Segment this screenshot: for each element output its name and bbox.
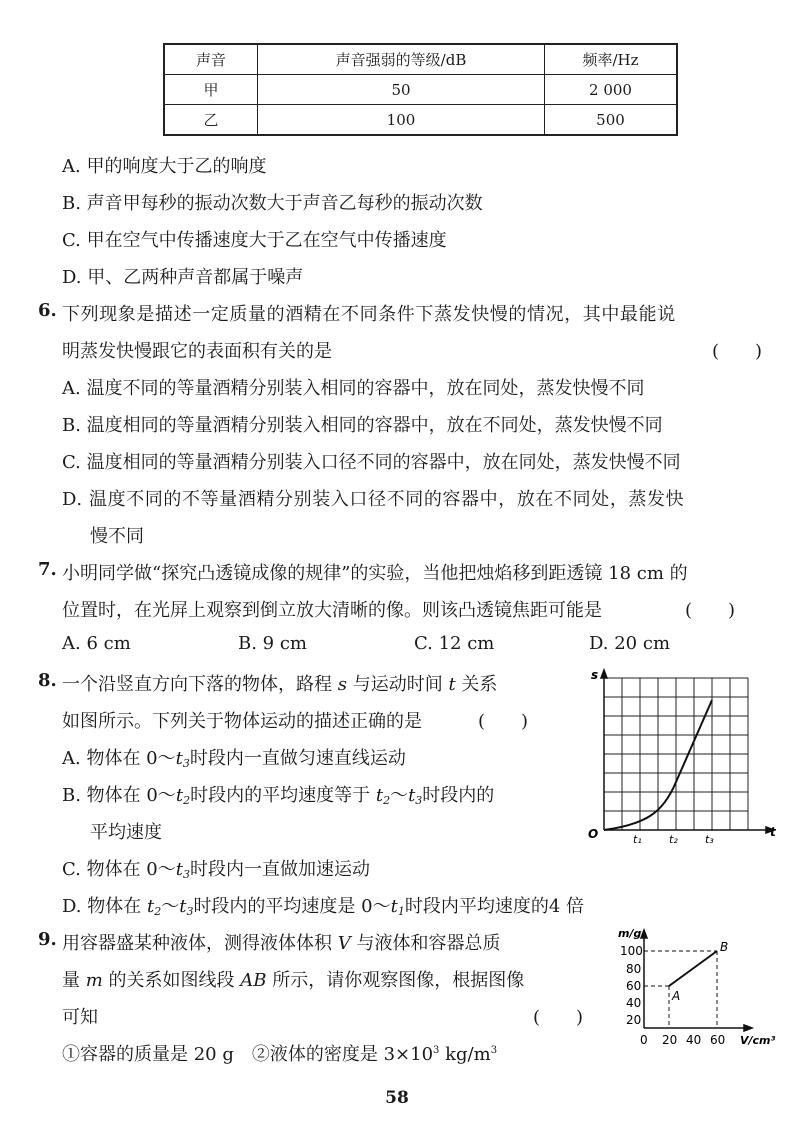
q7-option-c: C. 12 cm bbox=[414, 633, 495, 654]
q9-xtick: 0 bbox=[640, 1033, 648, 1047]
q7-option-a: A. 6 cm bbox=[62, 633, 131, 654]
q6-option-a: A. 温度不同的等量酒精分别装入相同的容器中，放在同处，蒸发快慢不同 bbox=[62, 378, 645, 399]
q8-stem-text: 与运动时间 bbox=[346, 674, 449, 695]
option-text: 时段内的平均速度是 0～ bbox=[193, 896, 391, 917]
q8-stem-line2: 如图所示。下列关于物体运动的描述正确的是 bbox=[62, 711, 422, 732]
q6-option-d-cont: 慢不同 bbox=[90, 526, 144, 547]
var-t: t bbox=[390, 896, 398, 917]
q9-stem-line2 bbox=[62, 966, 524, 992]
q8-stem-line1 bbox=[62, 670, 497, 696]
superscript: 3 bbox=[490, 1045, 498, 1056]
subscript: 3 bbox=[415, 794, 423, 807]
q7-answer-paren: ( ) bbox=[685, 600, 736, 621]
q9-answer-paren: ( ) bbox=[533, 1007, 584, 1028]
q6-stem-line1: 下列现象是描述一定质量的酒精在不同条件下蒸发快慢的情况，其中最能说 bbox=[62, 304, 676, 325]
q9-stem-text: 的关系如图线段 bbox=[102, 970, 241, 991]
subscript: 3 bbox=[182, 757, 190, 770]
q8-st-graph bbox=[584, 668, 782, 850]
table-header-row bbox=[164, 44, 677, 75]
q9-xtick: 20 bbox=[662, 1033, 678, 1047]
q5-option-b: B. 声音甲每秒的振动次数大于声音乙每秒的振动次数 bbox=[62, 193, 483, 214]
option-text: 时段内一直做加速运动 bbox=[189, 859, 370, 880]
var-t: t bbox=[146, 896, 155, 917]
var-t: t bbox=[175, 859, 183, 880]
q9-xtick: 60 bbox=[710, 1033, 726, 1047]
var-m: m bbox=[85, 970, 103, 991]
q5-option-d: D. 甲、乙两种声音都属于噪声 bbox=[62, 267, 304, 288]
q9-number: 9. bbox=[38, 929, 57, 950]
var-t: t bbox=[375, 785, 384, 806]
var-V: V bbox=[337, 933, 351, 954]
subscript: 3 bbox=[182, 868, 190, 881]
q7-option-b: B. 9 cm bbox=[238, 633, 307, 654]
q8-option-d bbox=[62, 892, 584, 918]
q9-ytick: 40 bbox=[626, 996, 642, 1010]
table-cell: 500 bbox=[545, 105, 678, 136]
q7-stem-line1: 小明同学做“探究凸透镜成像的规律”的实验，当他把烛焰移到距透镜 18 cm 的 bbox=[62, 563, 688, 584]
subscript: 2 bbox=[383, 794, 391, 807]
q9-ytick: 60 bbox=[626, 979, 642, 993]
q9-stem-text: 所示，请你观察图像，根据图像 bbox=[266, 970, 525, 991]
option-text: 时段内一直做匀速直线运动 bbox=[189, 748, 406, 769]
q9-xtick: 40 bbox=[686, 1033, 702, 1047]
q7-stem-line2: 位置时，在光屏上观察到倒立放大清晰的像。则该凸透镜焦距可能是 bbox=[62, 600, 602, 621]
table-cell: 甲 bbox=[164, 75, 258, 105]
table-header-cell: 频率/Hz bbox=[545, 44, 678, 75]
q8-grid bbox=[604, 678, 748, 830]
option-text: 时段内的 bbox=[422, 785, 495, 806]
var-t: t bbox=[175, 748, 183, 769]
q6-option-d: D. 温度不同的不等量酒精分别装入口径不同的容器中，放在不同处，蒸发快 bbox=[62, 489, 685, 510]
q9-segment-AB bbox=[669, 951, 717, 986]
q8-axis-s: s bbox=[591, 668, 599, 682]
q8-tick-t2: t₂ bbox=[669, 833, 678, 846]
q5-option-a: A. 甲的响度大于乙的响度 bbox=[62, 156, 267, 177]
table-cell: 乙 bbox=[164, 105, 258, 136]
q6-option-c: C. 温度相同的等量酒精分别装入口径不同的容器中，放在同处，蒸发快慢不同 bbox=[62, 452, 681, 473]
q9-statement-text: kg/m bbox=[439, 1044, 491, 1065]
subscript: 2 bbox=[154, 905, 162, 918]
q9-statements bbox=[62, 1040, 497, 1066]
option-text: 时段内的平均速度等于 bbox=[190, 785, 376, 806]
q8-stem-text: 一个沿竖直方向下落的物体，路程 bbox=[62, 674, 338, 695]
option-text: D. 物体在 bbox=[62, 896, 147, 917]
q9-mv-graph bbox=[612, 926, 790, 1056]
q8-option-c bbox=[62, 855, 370, 881]
option-text: 时段内平均速度的4 倍 bbox=[404, 896, 585, 917]
q9-ytick: 100 bbox=[620, 944, 643, 958]
q8-option-b-cont: 平均速度 bbox=[90, 822, 162, 843]
q9-stem-line3: 可知 bbox=[62, 1007, 98, 1028]
q9-ytick: 20 bbox=[626, 1013, 642, 1027]
q7-number: 7. bbox=[38, 559, 57, 580]
q7-option-d: D. 20 cm bbox=[589, 633, 671, 654]
q8-tick-t1: t₁ bbox=[633, 833, 642, 846]
table-cell: 50 bbox=[258, 75, 545, 105]
table-header-cell: 声音 bbox=[164, 44, 258, 75]
q6-stem-line2: 明蒸发快慢跟它的表面积有关的是 bbox=[62, 341, 332, 362]
q9-stem-text: 量 bbox=[62, 970, 86, 991]
q9-stem-text: 与液体和容器总质 bbox=[350, 933, 501, 954]
q9-axis-V: V/cm³ bbox=[740, 1034, 776, 1047]
q9-axis-m: m/g bbox=[618, 927, 642, 940]
var-t: t bbox=[179, 896, 187, 917]
superscript: 3 bbox=[433, 1045, 440, 1056]
table-cell: 100 bbox=[258, 105, 545, 136]
table-header-cell: 声音强弱的等级/dB bbox=[258, 44, 545, 75]
q8-answer-paren: ( ) bbox=[478, 711, 529, 732]
option-text: C. 物体在 0～ bbox=[62, 859, 176, 880]
q8-option-a bbox=[62, 744, 406, 770]
q9-dashed-guides bbox=[644, 951, 717, 1028]
q5-option-c: C. 甲在空气中传播速度大于乙在空气中传播速度 bbox=[62, 230, 447, 251]
q9-point-A: A bbox=[672, 989, 681, 1003]
q9-stem-line1 bbox=[62, 929, 500, 955]
q9-stem-text: 用容器盛某种液体，测得液体体积 bbox=[62, 933, 338, 954]
var-t: t bbox=[175, 785, 184, 806]
q9-ytick: 80 bbox=[626, 962, 642, 976]
table-row bbox=[164, 75, 677, 105]
var-s: s bbox=[337, 674, 347, 695]
q9-axes bbox=[641, 930, 752, 1031]
var-AB: AB bbox=[240, 970, 267, 991]
subscript: 3 bbox=[186, 905, 194, 918]
option-text: ～ bbox=[161, 896, 180, 917]
option-text: A. 物体在 0～ bbox=[62, 748, 176, 769]
q8-stem-text: 关系 bbox=[455, 674, 498, 695]
q9-point-B: B bbox=[720, 940, 729, 954]
page-number: 58 bbox=[385, 1088, 409, 1108]
q8-option-b bbox=[62, 781, 494, 807]
q8-origin: O bbox=[588, 827, 599, 841]
q8-number: 8. bbox=[38, 670, 57, 691]
q6-number: 6. bbox=[38, 300, 57, 321]
option-text: B. 物体在 0～ bbox=[62, 785, 176, 806]
var-t: t bbox=[448, 674, 456, 695]
subscript: 2 bbox=[183, 794, 191, 807]
q6-answer-paren: ( ) bbox=[712, 341, 763, 362]
sound-table bbox=[163, 43, 678, 136]
var-t: t bbox=[408, 785, 416, 806]
q6-option-b: B. 温度相同的等量酒精分别装入相同的容器中，放在不同处，蒸发快慢不同 bbox=[62, 415, 663, 436]
q8-tick-t3: t₃ bbox=[705, 833, 714, 846]
table-row bbox=[164, 105, 677, 136]
subscript: 1 bbox=[397, 905, 405, 918]
option-text: ～ bbox=[390, 785, 409, 806]
q9-statement-text: ①容器的质量是 20 g ②液体的密度是 3×10 bbox=[62, 1044, 434, 1065]
q8-axis-t: t bbox=[770, 825, 776, 839]
table-cell: 2 000 bbox=[545, 75, 678, 105]
